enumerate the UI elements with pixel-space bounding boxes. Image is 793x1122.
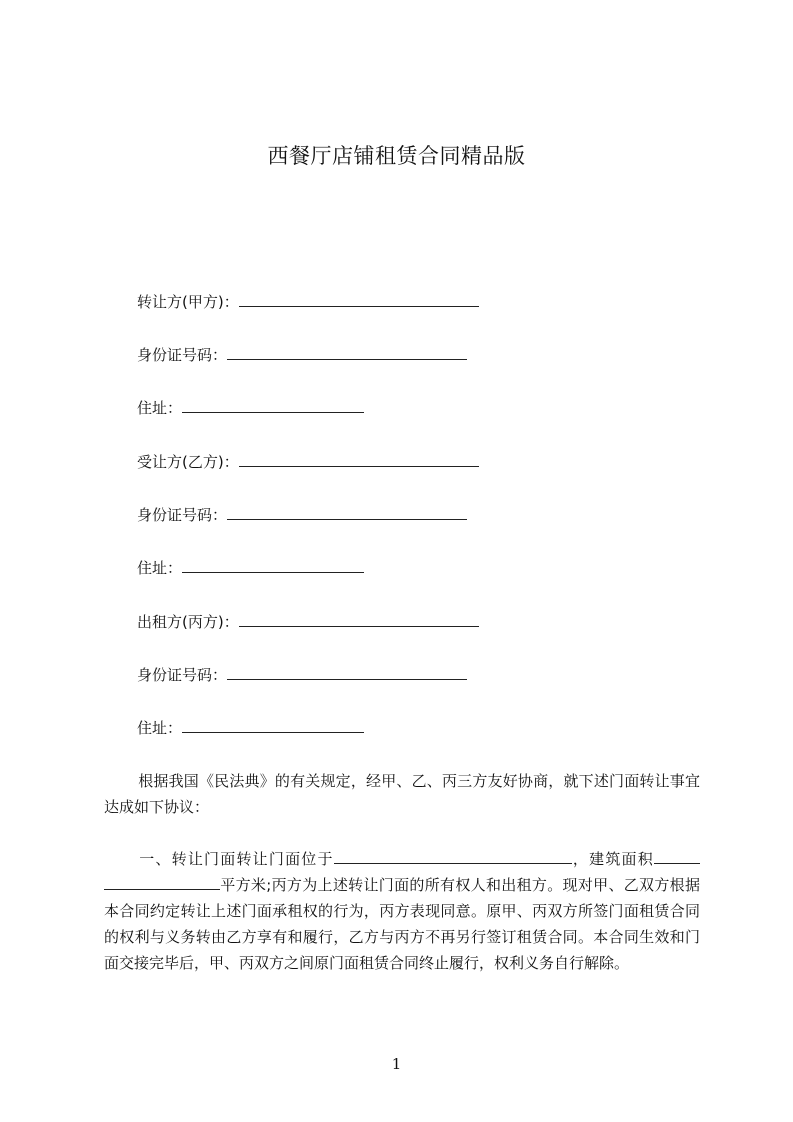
transferor-name-field bbox=[137, 292, 479, 312]
field-label: 住址： bbox=[137, 719, 183, 737]
field-label: 出租方(丙方)： bbox=[137, 613, 239, 631]
fill-in-blank bbox=[227, 665, 467, 680]
fill-in-blank bbox=[239, 612, 479, 627]
clause-1-part2: ，建筑面积 bbox=[571, 850, 654, 868]
page-number: 1 bbox=[391, 1055, 402, 1073]
fill-in-blank bbox=[239, 292, 479, 307]
field-label: 身份证号码： bbox=[137, 666, 228, 684]
field-label: 身份证号码： bbox=[137, 346, 228, 364]
intro-text: 根据我国《民法典》的有关规定，经甲、乙、丙三方友好协商，就下述门面转让事宜达成如下协议： bbox=[104, 772, 700, 816]
field-label: 转让方(甲方)： bbox=[137, 293, 239, 311]
lessor-id-field bbox=[137, 665, 467, 685]
location-blank bbox=[334, 849, 572, 864]
fill-in-blank bbox=[182, 398, 364, 413]
transferee-address-field bbox=[137, 558, 364, 578]
transferee-id-field bbox=[137, 505, 467, 525]
field-label: 身份证号码： bbox=[137, 506, 228, 524]
transferor-id-field bbox=[137, 345, 467, 365]
area-blank-continued bbox=[104, 875, 220, 890]
document-title: 西餐厅店铺租赁合同精品版 bbox=[267, 144, 526, 168]
transferee-name-field bbox=[137, 452, 479, 472]
intro-paragraph bbox=[104, 768, 700, 820]
clause-1-paragraph bbox=[104, 846, 700, 976]
clause-1-part1: 一、转让门面转让门面位于 bbox=[138, 850, 334, 868]
fill-in-blank bbox=[239, 452, 479, 467]
lessor-name-field bbox=[137, 612, 479, 632]
field-label: 住址： bbox=[137, 559, 183, 577]
area-blank bbox=[654, 849, 700, 864]
lessor-address-field bbox=[137, 718, 364, 738]
field-label: 住址： bbox=[137, 399, 183, 417]
field-label: 受让方(乙方)： bbox=[137, 453, 239, 471]
clause-1-part3: 平方米;丙方为上述转让门面的所有权人和出租方。现对甲、乙双方根据本合同约定转让上述门面承租权的行为，丙方表现同意。原甲、丙双方所签门面租赁合同的权利与义务转由乙方享有和履行，乙方与丙方不再另行签订租赁合同。本合同生效和门面交接完毕后，甲、丙双方之间原门面租赁合同终止履行，权利义务自行解除。 bbox=[104, 876, 700, 972]
fill-in-blank bbox=[182, 558, 364, 573]
fill-in-blank bbox=[182, 718, 364, 733]
fill-in-blank bbox=[227, 505, 467, 520]
transferor-address-field bbox=[137, 398, 364, 418]
fill-in-blank bbox=[227, 345, 467, 360]
